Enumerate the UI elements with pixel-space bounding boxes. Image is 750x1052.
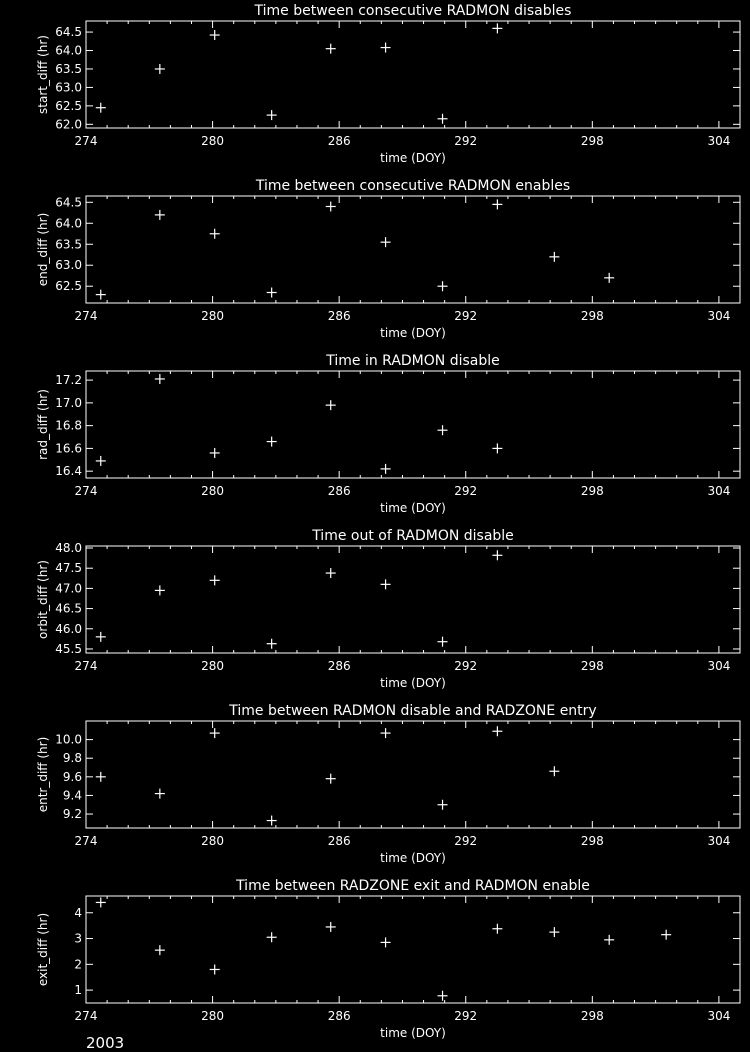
plot-1: [36, 3, 740, 165]
data-point: [267, 816, 277, 826]
plot-2: [36, 178, 740, 340]
x-tick-label: 274: [74, 834, 98, 848]
x-tick-label: 280: [201, 134, 225, 148]
x-tick-label: 286: [327, 484, 351, 498]
plot-title: Time between consecutive RADMON enables: [255, 178, 571, 194]
y-tick-label: 9.4: [62, 788, 82, 803]
x-tick-label: 298: [580, 1009, 604, 1023]
plot-3: [36, 353, 740, 515]
data-point: [604, 935, 614, 945]
y-tick-label: 46.0: [55, 621, 82, 636]
data-point: [155, 945, 165, 955]
y-tick-label: 3: [74, 931, 82, 946]
data-point: [326, 568, 336, 578]
data-point: [155, 585, 165, 595]
y-tick-label: 10.0: [55, 732, 82, 747]
data-point: [492, 443, 502, 453]
data-point: [155, 789, 165, 799]
data-point: [267, 932, 277, 942]
data-point: [549, 766, 559, 776]
data-point: [210, 448, 220, 458]
data-point: [492, 726, 502, 736]
plot-frame: [86, 21, 740, 128]
x-tick-label: 274: [74, 309, 98, 323]
y-tick-label: 64.5: [55, 25, 82, 40]
plot-title: Time between RADMON disable and RADZONE entry: [229, 703, 597, 719]
data-point: [326, 44, 336, 54]
x-tick-label: 274: [74, 484, 98, 498]
x-tick-label: 286: [327, 134, 351, 148]
data-point: [155, 64, 165, 74]
data-point: [326, 201, 336, 211]
data-point: [267, 437, 277, 447]
data-point: [267, 110, 277, 120]
data-point: [438, 425, 448, 435]
y-tick-label: 64.5: [55, 195, 82, 210]
data-point: [381, 237, 391, 247]
data-point: [96, 772, 106, 782]
x-axis-label: time (DOY): [380, 676, 446, 690]
x-tick-label: 292: [454, 834, 478, 848]
data-point: [549, 927, 559, 937]
x-axis-label: time (DOY): [380, 1026, 446, 1040]
x-tick-label: 292: [454, 484, 478, 498]
footer-year: 2003: [86, 1034, 125, 1052]
data-point: [210, 575, 220, 585]
x-tick-label: 274: [74, 659, 98, 673]
x-tick-label: 304: [707, 1009, 731, 1023]
plot-6: [36, 878, 740, 1040]
y-tick-label: 62.5: [55, 279, 82, 294]
x-tick-label: 292: [454, 1009, 478, 1023]
data-point: [549, 252, 559, 262]
y-tick-label: 4: [74, 905, 82, 920]
y-tick-label: 9.8: [62, 751, 82, 766]
data-point: [210, 964, 220, 974]
data-point: [438, 281, 448, 291]
data-point: [96, 897, 106, 907]
y-tick-label: 63.0: [55, 258, 82, 273]
x-tick-label: 304: [707, 309, 731, 323]
y-tick-label: 17.2: [55, 373, 82, 388]
y-tick-label: 63.5: [55, 237, 82, 252]
x-tick-label: 286: [327, 1009, 351, 1023]
x-tick-label: 280: [201, 484, 225, 498]
x-tick-label: 292: [454, 659, 478, 673]
y-axis-label: rad_diff (hr): [36, 389, 50, 460]
y-tick-label: 62.5: [55, 98, 82, 113]
data-point: [96, 456, 106, 466]
data-point: [661, 930, 671, 940]
plot-title: Time between consecutive RADMON disables: [254, 3, 572, 19]
data-point: [210, 728, 220, 738]
y-tick-label: 1: [74, 983, 82, 998]
y-axis-label: orbit_diff (hr): [36, 560, 50, 639]
data-point: [96, 290, 106, 300]
plot-title: Time between RADZONE exit and RADMON enable: [236, 878, 590, 894]
plot-frame: [86, 371, 740, 478]
data-point: [438, 991, 448, 1001]
y-tick-label: 48.0: [55, 541, 82, 556]
data-point: [267, 288, 277, 298]
x-tick-label: 286: [327, 659, 351, 673]
x-tick-label: 298: [580, 484, 604, 498]
plot-title: Time out of RADMON disable: [312, 528, 514, 544]
x-tick-label: 304: [707, 834, 731, 848]
x-tick-label: 304: [707, 134, 731, 148]
data-point: [155, 210, 165, 220]
y-tick-label: 64.0: [55, 216, 82, 231]
plot-title: Time in RADMON disable: [326, 353, 500, 369]
data-point: [492, 924, 502, 934]
y-tick-label: 62.0: [55, 117, 82, 132]
y-tick-label: 17.0: [55, 395, 82, 410]
plot-frame: [86, 196, 740, 303]
data-point: [604, 273, 614, 283]
plot-5: [36, 703, 740, 865]
x-tick-label: 304: [707, 484, 731, 498]
x-axis-label: time (DOY): [380, 151, 446, 165]
y-tick-label: 46.5: [55, 601, 82, 616]
y-tick-label: 47.5: [55, 561, 82, 576]
data-point: [381, 937, 391, 947]
data-point: [381, 43, 391, 53]
data-point: [438, 637, 448, 647]
y-tick-label: 9.6: [62, 769, 82, 784]
x-tick-label: 274: [74, 1009, 98, 1023]
plot-frame: [86, 721, 740, 828]
y-tick-label: 47.0: [55, 581, 82, 596]
x-axis-label: time (DOY): [380, 851, 446, 865]
x-tick-label: 298: [580, 834, 604, 848]
data-point: [381, 464, 391, 474]
y-tick-label: 2: [74, 957, 82, 972]
y-axis-label: end_diff (hr): [36, 212, 50, 287]
x-axis-label: time (DOY): [380, 501, 446, 515]
plot-4: [36, 528, 740, 690]
x-axis-label: time (DOY): [380, 326, 446, 340]
y-tick-label: 64.0: [55, 43, 82, 58]
y-tick-label: 45.5: [55, 641, 82, 656]
data-point: [438, 114, 448, 124]
x-tick-label: 280: [201, 1009, 225, 1023]
x-tick-label: 298: [580, 659, 604, 673]
x-tick-label: 280: [201, 834, 225, 848]
data-point: [381, 728, 391, 738]
y-tick-label: 63.0: [55, 80, 82, 95]
plot-frame: [86, 896, 740, 1003]
y-tick-label: 16.4: [55, 464, 82, 479]
data-point: [155, 374, 165, 384]
data-point: [492, 23, 502, 33]
data-point: [438, 800, 448, 810]
data-point: [210, 229, 220, 239]
y-axis-label: entr_diff (hr): [36, 736, 50, 813]
x-tick-label: 274: [74, 134, 98, 148]
plot-frame: [86, 546, 740, 653]
data-point: [267, 639, 277, 649]
data-point: [210, 30, 220, 40]
y-tick-label: 63.5: [55, 61, 82, 76]
x-tick-label: 292: [454, 134, 478, 148]
x-tick-label: 280: [201, 659, 225, 673]
x-tick-label: 298: [580, 134, 604, 148]
data-point: [326, 774, 336, 784]
x-tick-label: 286: [327, 834, 351, 848]
x-tick-label: 304: [707, 659, 731, 673]
x-tick-label: 280: [201, 309, 225, 323]
y-tick-label: 9.2: [62, 807, 82, 822]
y-tick-label: 16.8: [55, 418, 82, 433]
data-point: [492, 550, 502, 560]
data-point: [492, 199, 502, 209]
data-point: [96, 103, 106, 113]
y-axis-label: start_diff (hr): [36, 35, 50, 114]
y-axis-label: exit_diff (hr): [36, 912, 50, 987]
data-point: [381, 579, 391, 589]
data-point: [326, 400, 336, 410]
y-tick-label: 16.6: [55, 441, 82, 456]
data-point: [326, 922, 336, 932]
data-point: [96, 632, 106, 642]
x-tick-label: 292: [454, 309, 478, 323]
x-tick-label: 298: [580, 309, 604, 323]
x-tick-label: 286: [327, 309, 351, 323]
